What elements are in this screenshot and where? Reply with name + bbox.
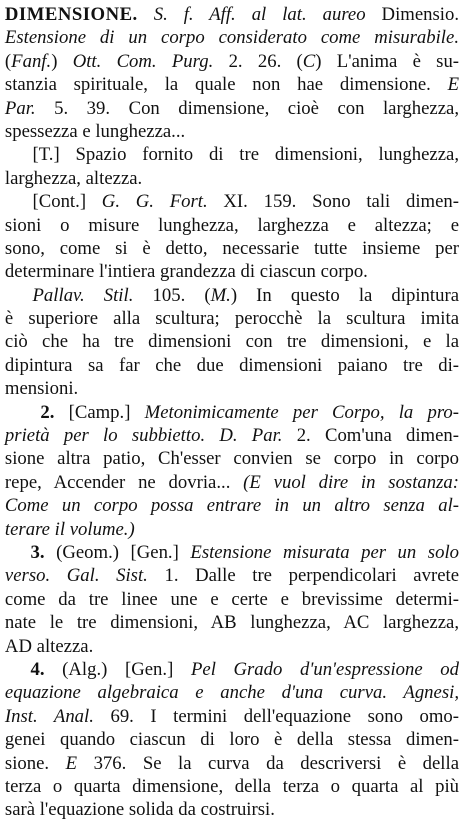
text-run: [T.] Spazio fornito di tre dimensioni, lunghezza, — [32, 144, 460, 166]
emphasis-text: 3. — [30, 541, 45, 563]
text-line — [5, 284, 459, 307]
text-line — [5, 143, 459, 166]
italic-text: Metonimicamente per Corpo, la pro- — [144, 401, 460, 423]
text-line — [5, 471, 459, 494]
text-line — [5, 681, 459, 704]
text-run: come da tre linee une e certe e brevissime determi- — [4, 588, 460, 610]
text-run: [Cont.] — [32, 191, 102, 213]
text-line — [5, 73, 459, 96]
text-run: 2. 26. ( — [213, 50, 303, 72]
italic-text: equazione algebraica e anche d'una curva. Agnesi, — [4, 682, 460, 704]
emphasis-text: 4. — [30, 658, 45, 680]
text-run: sono, come si è detto, necessarie tutte insieme per — [4, 237, 460, 259]
text-run: (Geom.) [Gen.] — [44, 541, 191, 563]
text-run: determinare l'intiera grandezza di ciascun corpo. — [4, 261, 368, 283]
text-line — [5, 658, 459, 681]
text-run: repe, Accender ne dovria... — [4, 471, 244, 493]
text-run: sione. — [4, 752, 66, 774]
text-line — [5, 377, 459, 400]
text-line — [5, 752, 459, 775]
text-run: 2. Com'una dimen- — [282, 425, 459, 447]
text-line — [5, 237, 459, 260]
text-line — [5, 588, 459, 611]
italic-text: Pallav. Stil. — [32, 284, 134, 306]
text-line — [5, 635, 459, 658]
text-run: [Camp.] — [54, 401, 145, 423]
text-line — [5, 728, 459, 751]
text-run: terza o quarta dimensione, della terza o quarta al più — [4, 775, 460, 797]
italic-text: E — [65, 752, 78, 774]
italic-text: Ott. Com. Purg. — [72, 50, 214, 72]
text-run: 5. 39. Con dimensione, cioè con larghezza, — [35, 97, 460, 119]
text-run: sioni o misure lunghezza, larghezza e altezza; e — [4, 214, 460, 236]
text-line — [5, 775, 459, 798]
italic-text: Estensione di un corpo considerato come misurabile. — [4, 27, 460, 49]
text-run: ) In questo la dipintura — [230, 284, 460, 306]
text-line — [5, 330, 459, 353]
italic-text: C — [302, 50, 316, 72]
emphasis-text: DIMENSIONE. — [4, 4, 138, 25]
text-line — [5, 3, 459, 26]
text-run: stanzia spirituale, la quale non hae dimensione. — [4, 74, 448, 96]
text-line — [5, 518, 459, 541]
text-run: XI. 159. Sono tali dimen- — [207, 191, 460, 213]
text-line — [5, 611, 459, 634]
text-line — [5, 167, 459, 190]
text-run: sarà l'equazione solida da costruirsi. — [4, 799, 275, 821]
text-run: (Alg.) [Gen.] — [44, 658, 191, 680]
italic-text: M. — [210, 284, 231, 306]
italic-text: E — [447, 74, 460, 96]
text-run: mensioni. — [4, 378, 79, 400]
text-line — [5, 260, 459, 283]
text-line — [5, 97, 459, 120]
text-line — [5, 214, 459, 237]
text-line — [5, 447, 459, 470]
text-line — [5, 120, 459, 143]
italic-text: Fanf. — [11, 50, 52, 72]
italic-text: S. f. Aff. al lat. aureo — [153, 4, 366, 25]
text-run: dipintura sa far che due dimensioni paiano tre di- — [4, 354, 460, 376]
text-run: 1. Dalle tre perpendicolari avrete — [147, 565, 460, 587]
text-run: ciò che ha tre dimensioni con tre dimensioni, e la — [4, 331, 460, 353]
entry-dimensione — [5, 3, 459, 822]
italic-text: G. G. Fort. — [101, 191, 208, 213]
italic-text: Estensione misurata per un solo — [190, 541, 460, 563]
italic-text: (E vuol dire in sostanza: — [243, 471, 460, 493]
italic-text: prietà per lo subbietto. D. Par. — [4, 425, 283, 447]
text-run: spessezza e lunghezza... — [4, 120, 186, 142]
text-run — [138, 4, 154, 25]
text-line — [5, 564, 459, 587]
text-line — [5, 190, 459, 213]
italic-text: Par. — [4, 97, 36, 119]
text-line — [5, 424, 459, 447]
text-line — [5, 50, 459, 73]
text-run: Dimensio. — [365, 4, 460, 25]
text-line — [5, 307, 459, 330]
text-run: è superiore alla scultura; perocchè la scultura imita — [4, 308, 460, 330]
italic-text: Come un corpo possa entrare in un altro senza al- — [4, 495, 460, 517]
italic-text: Pel Grado d'un'espressione od — [190, 658, 460, 680]
text-run: 376. Se la curva da descriversi è della — [77, 752, 460, 774]
emphasis-text: 2. — [40, 401, 55, 423]
text-line — [5, 26, 459, 49]
text-line — [5, 705, 459, 728]
text-run: sione altra patio, Ch'esser convien se corpo in corpo — [4, 448, 460, 470]
text-run: ( — [4, 50, 12, 72]
text-run: ) — [51, 50, 73, 72]
text-run: nate le tre dimensioni, AB lunghezza, AC larghezza, — [4, 612, 460, 634]
italic-text: terare il volume.) — [4, 518, 135, 540]
italic-text: verso. Gal. Sist. — [4, 565, 148, 587]
text-run: larghezza, altezza. — [4, 167, 143, 189]
text-line — [5, 401, 459, 424]
text-run: genei quando ciascun di loro è della stessa dimen- — [4, 729, 460, 751]
text-run: 69. I termini dell'equazione sono omo- — [93, 705, 460, 727]
text-line — [5, 494, 459, 517]
text-run: ) L'anima è su- — [315, 50, 460, 72]
text-line — [5, 354, 459, 377]
italic-text: Inst. Anal. — [4, 705, 94, 727]
text-run: 105. ( — [133, 284, 211, 306]
text-line — [5, 798, 459, 821]
text-run: AD altezza. — [4, 635, 94, 657]
text-line — [5, 541, 459, 564]
